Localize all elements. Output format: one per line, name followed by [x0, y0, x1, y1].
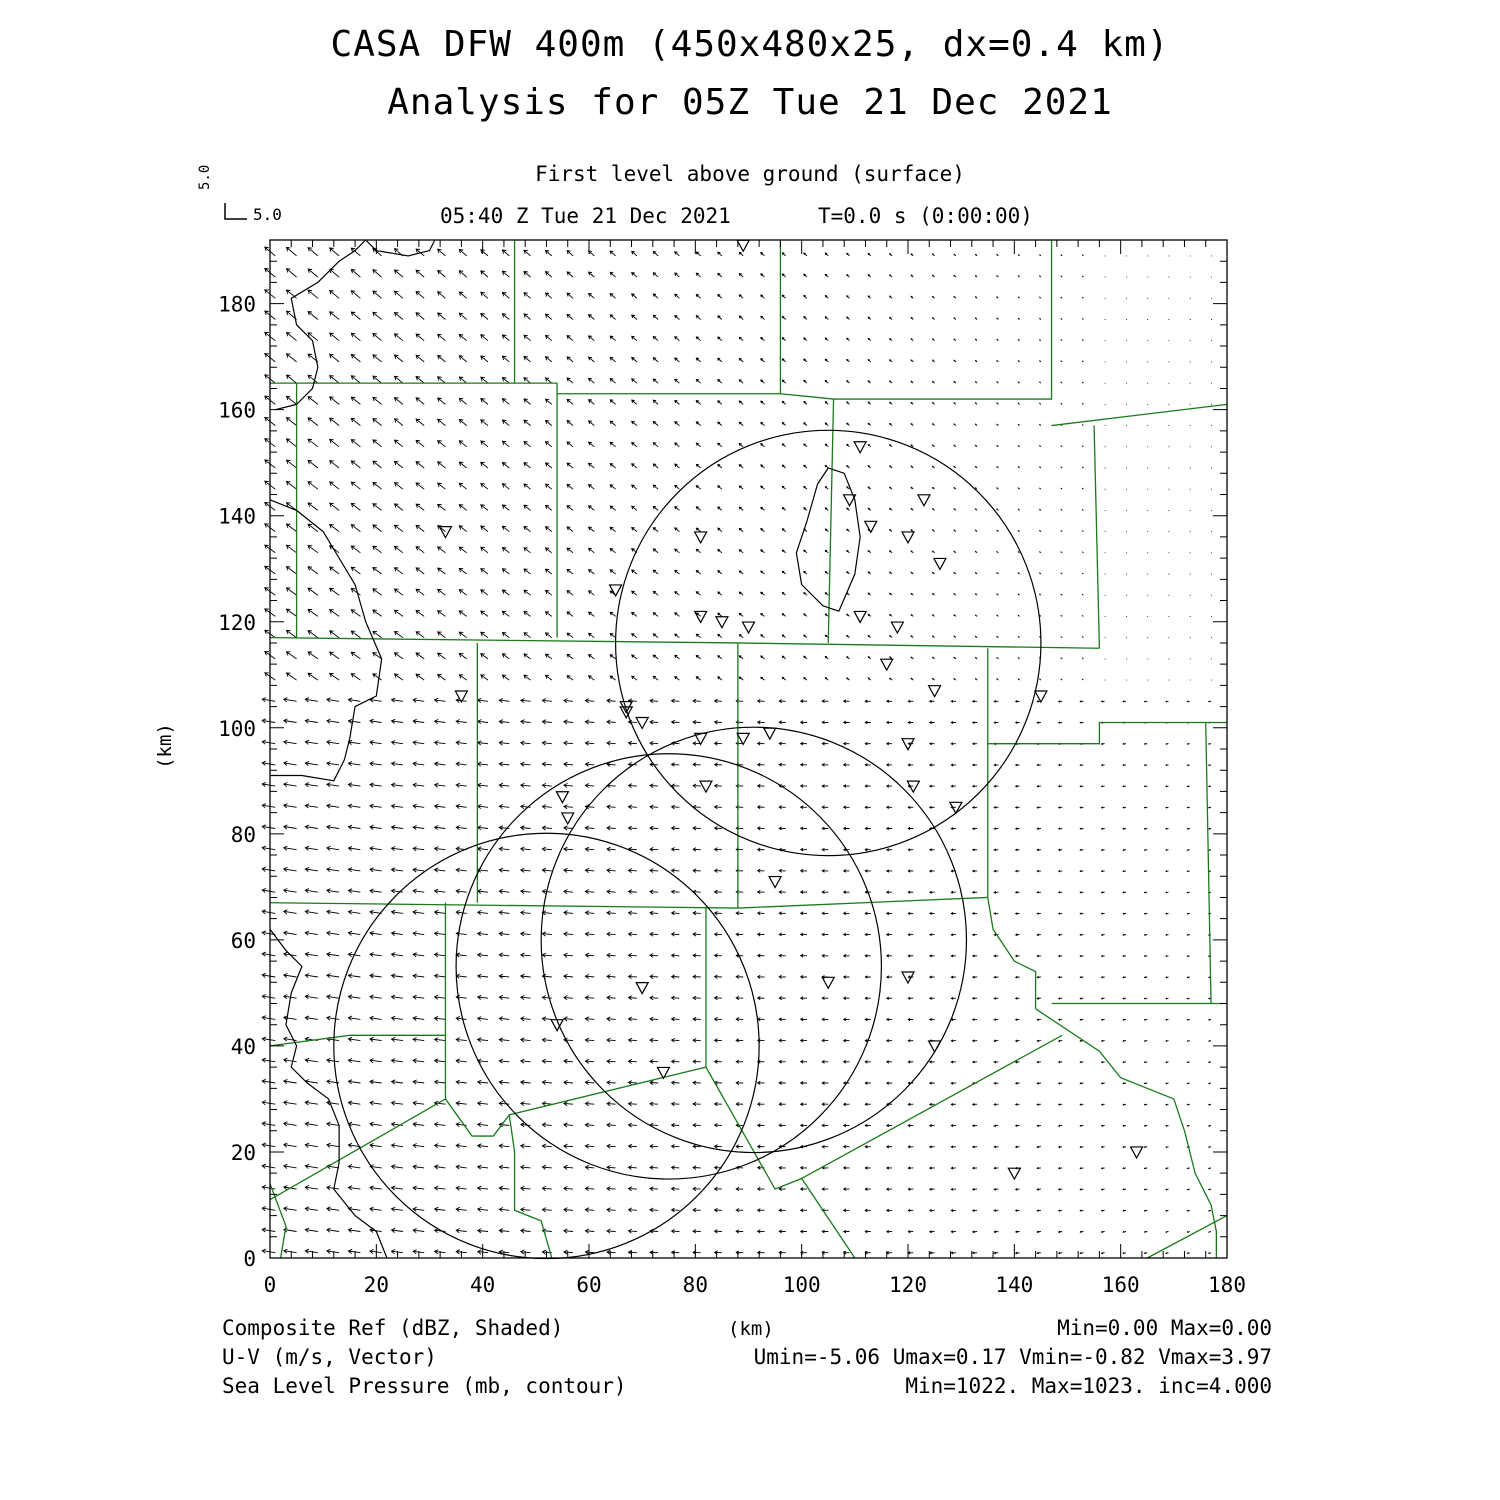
axes [218, 240, 1246, 1297]
level-label: First level above ground (surface) [535, 162, 965, 186]
county-line [270, 638, 738, 643]
y-tick-label: 140 [218, 504, 256, 529]
station-marker [636, 983, 648, 994]
station-marker [929, 686, 941, 697]
station-marker [743, 622, 755, 633]
county-line [557, 394, 833, 399]
footer-field2-stats: Umin=-5.06 Umax=0.17 Vmin=-0.82 Vmax=3.97 [753, 1345, 1272, 1369]
y-axis-label: (km) [153, 723, 176, 769]
y-tick-label: 160 [218, 398, 256, 423]
x-tick-label: 40 [470, 1273, 496, 1297]
reference-vector [225, 203, 247, 219]
station-marker [929, 1041, 941, 1052]
plot-frame [270, 240, 1227, 1258]
county-line [834, 240, 1052, 399]
x-tick-label: 80 [682, 1273, 708, 1297]
station-marker [1035, 691, 1047, 702]
x-tick-label: 160 [1101, 1273, 1140, 1297]
plot-title-line1: CASA DFW 400m (450x480x25, dx=0.4 km) [330, 24, 1170, 65]
station-marker [716, 617, 728, 628]
y-tick-label: 100 [218, 716, 256, 741]
station-marker [695, 532, 707, 543]
county-line [1052, 404, 1227, 425]
y-tick-label: 20 [230, 1140, 256, 1165]
x-tick-label: 140 [995, 1273, 1034, 1297]
y-tick-label: 180 [218, 292, 256, 317]
radar-range-ring [541, 727, 966, 1152]
footer-field1-stats: Min=0.00 Max=0.00 [1057, 1316, 1272, 1340]
footer-field3-name: Sea Level Pressure (mb, contour) [222, 1374, 627, 1398]
station-marker [1131, 1147, 1143, 1158]
station-marker [881, 659, 893, 670]
plot-title-line2: Analysis for 05Z Tue 21 Dec 2021 [387, 82, 1113, 123]
station-marker [610, 585, 622, 596]
county-line [1094, 426, 1099, 649]
radar-range-rings [334, 430, 1041, 1258]
pressure-contours [270, 240, 860, 1258]
y-tick-label: 60 [230, 928, 256, 953]
reference-vector-u-label: 5.0 [253, 205, 282, 224]
county-line [828, 399, 833, 643]
station-marker [556, 792, 568, 803]
station-marker [700, 781, 712, 792]
y-tick-label: 80 [230, 822, 256, 847]
station-marker [891, 622, 903, 633]
station-marker [1008, 1168, 1020, 1179]
x-tick-label: 180 [1208, 1273, 1246, 1297]
pressure-contour [275, 240, 365, 410]
county-line [270, 1099, 445, 1200]
pressure-contour [270, 500, 382, 781]
x-axis-label: (km) [728, 1318, 774, 1340]
station-marker [902, 972, 914, 983]
station-marker [865, 521, 877, 532]
footer-field3-stats: Min=1022. Max=1023. inc=4.000 [905, 1374, 1272, 1398]
station-marker [764, 728, 776, 739]
footer-field2-name: U-V (m/s, Vector) [222, 1345, 437, 1369]
pressure-contour [796, 468, 860, 611]
county-line [706, 1067, 855, 1258]
station-marker [902, 532, 914, 543]
station-marker [636, 717, 648, 728]
model-time-label: T=0.0 s (0:00:00) [818, 204, 1033, 228]
axis-ticks [270, 240, 1227, 1258]
county-line [1147, 1216, 1227, 1258]
station-marker [737, 240, 749, 251]
station-marker [934, 558, 946, 569]
reference-vector-arrow [225, 203, 247, 219]
x-tick-label: 100 [782, 1273, 821, 1297]
y-tick-label: 40 [230, 1034, 256, 1059]
x-tick-label: 60 [576, 1273, 602, 1297]
station-marker [769, 877, 781, 888]
x-tick-label: 0 [263, 1273, 277, 1297]
county-line [1036, 1009, 1217, 1258]
station-marker [562, 813, 574, 824]
x-tick-label: 120 [889, 1273, 927, 1297]
y-tick-label: 0 [243, 1247, 256, 1271]
radar-range-ring [456, 754, 881, 1179]
y-tick-label: 120 [218, 610, 256, 635]
station-marker [822, 977, 834, 988]
station-marker [854, 442, 866, 453]
wind-vector-field [262, 247, 1212, 1254]
reference-vector-v-label: 5.0 [197, 164, 213, 190]
county-line [738, 897, 988, 908]
county-line [445, 1067, 706, 1136]
county-boundaries [270, 240, 1227, 1258]
x-tick-label: 20 [363, 1273, 389, 1297]
county-line [270, 903, 738, 908]
station-marker [737, 733, 749, 744]
footer-field1-name: Composite Ref (dBZ, Shaded) [222, 1316, 564, 1340]
county-line [738, 643, 1100, 648]
valid-time-label: 05:40 Z Tue 21 Dec 2021 [440, 204, 731, 228]
station-marker [918, 495, 930, 506]
station-marker [902, 739, 914, 750]
station-marker [854, 611, 866, 622]
wind-vectors [262, 247, 1212, 1254]
radar-range-ring [334, 833, 759, 1258]
